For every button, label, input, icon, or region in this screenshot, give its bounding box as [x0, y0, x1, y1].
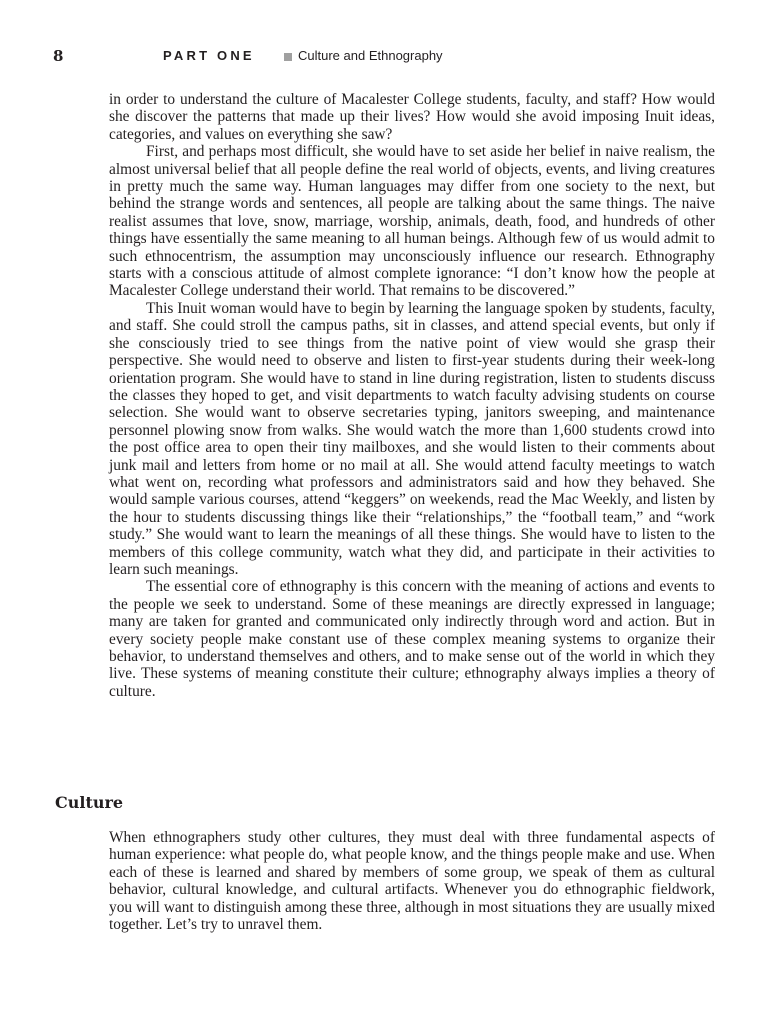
paragraph: The essential core of ethnography is this concern with the meaning of actions and events to the people we seek to understand. Some of these meanings are directly expressed in language; many are taken for granted and communicated only indirectly through word and action. But in every society people make constant use of these complex meaning systems to organize their behavior, to understand themselves and others, and to make sense out of the world in which they live. These systems of meaning constitute their culture; ethnography always implies a theory of culture. — [109, 578, 715, 700]
running-header — [0, 47, 768, 69]
paragraph: When ethnographers study other cultures, they must deal with three fundamental aspects of human experience: what people do, what people know, and the things people make and use. When each of these is learned and shared by members of some group, we speak of them as cultural behavior, cultural knowledge, and cultural artifacts. Whenever you do ethnographic fieldwork, you will want to distinguish among these three, although in most situations they are usually mixed together. Let’s try to unravel them. — [109, 829, 715, 934]
paragraph: First, and perhaps most difficult, she would have to set aside her belief in naive realism, the almost universal belief that all people define the real world of objects, events, and living creatures in pretty much the same way. Human languages may differ from one society to the next, but behind the strange words and sentences, all people are talking about the same things. The naive realist assumes that love, snow, marriage, worship, animals, death, food, and hundreds of other things have essentially the same meaning to all human beings. Although few of us would admit to such ethnocentrism, the assumption may unconsciously influence our research. Ethnography starts with a conscious attitude of almost complete ignorance: “I don’t know how the people at Macalester College understand their world. That remains to be discovered.” — [109, 143, 715, 300]
section-heading: Culture — [55, 793, 124, 812]
paragraph: This Inuit woman would have to begin by learning the language spoken by students, faculty, and staff. She could stroll the campus paths, sit in classes, and attend special events, but only if she consciously tried to see things from the native point of view would she grasp their perspective. She would need to observe and listen to first-year students during their week-long orientation program. She would have to stand in line during registration, listen to students discuss the classes they hoped to get, and visit departments to watch faculty advising students on course selection. She would want to observe secretaries typing, janitors sweeping, and maintenance personnel plowing snow from walks. She would watch the more than 1,600 students crowd into the post office area to open their tiny mailboxes, and she would listen to their comments about junk mail and letters from home or no mail at all. She would attend faculty meetings to watch what went on, recording what professors and administrators said and how they behaved. She would sample various courses, attend “keggers” on weekends, read the Mac Weekly, and listen by the hour to students discussing things like their “relationships,” the “football team,” and “work study.” She would want to learn the meanings of all these things. She would have to listen to the members of this college community, watch what they did, and participate in their activities to learn such meanings. — [109, 299, 715, 578]
header-square-icon — [284, 53, 292, 61]
part-label: PART ONE — [163, 48, 255, 63]
page-number: 8 — [53, 47, 64, 65]
chapter-title: Culture and Ethnography — [298, 48, 443, 63]
paragraph: in order to understand the culture of Macalester College students, faculty, and staff? How would she discover the patterns that made up their lives? How would she avoid imposing Inuit ideas, categories, and values on everything she saw? — [109, 91, 715, 143]
section-body-text — [109, 829, 715, 933]
body-text — [109, 91, 715, 700]
